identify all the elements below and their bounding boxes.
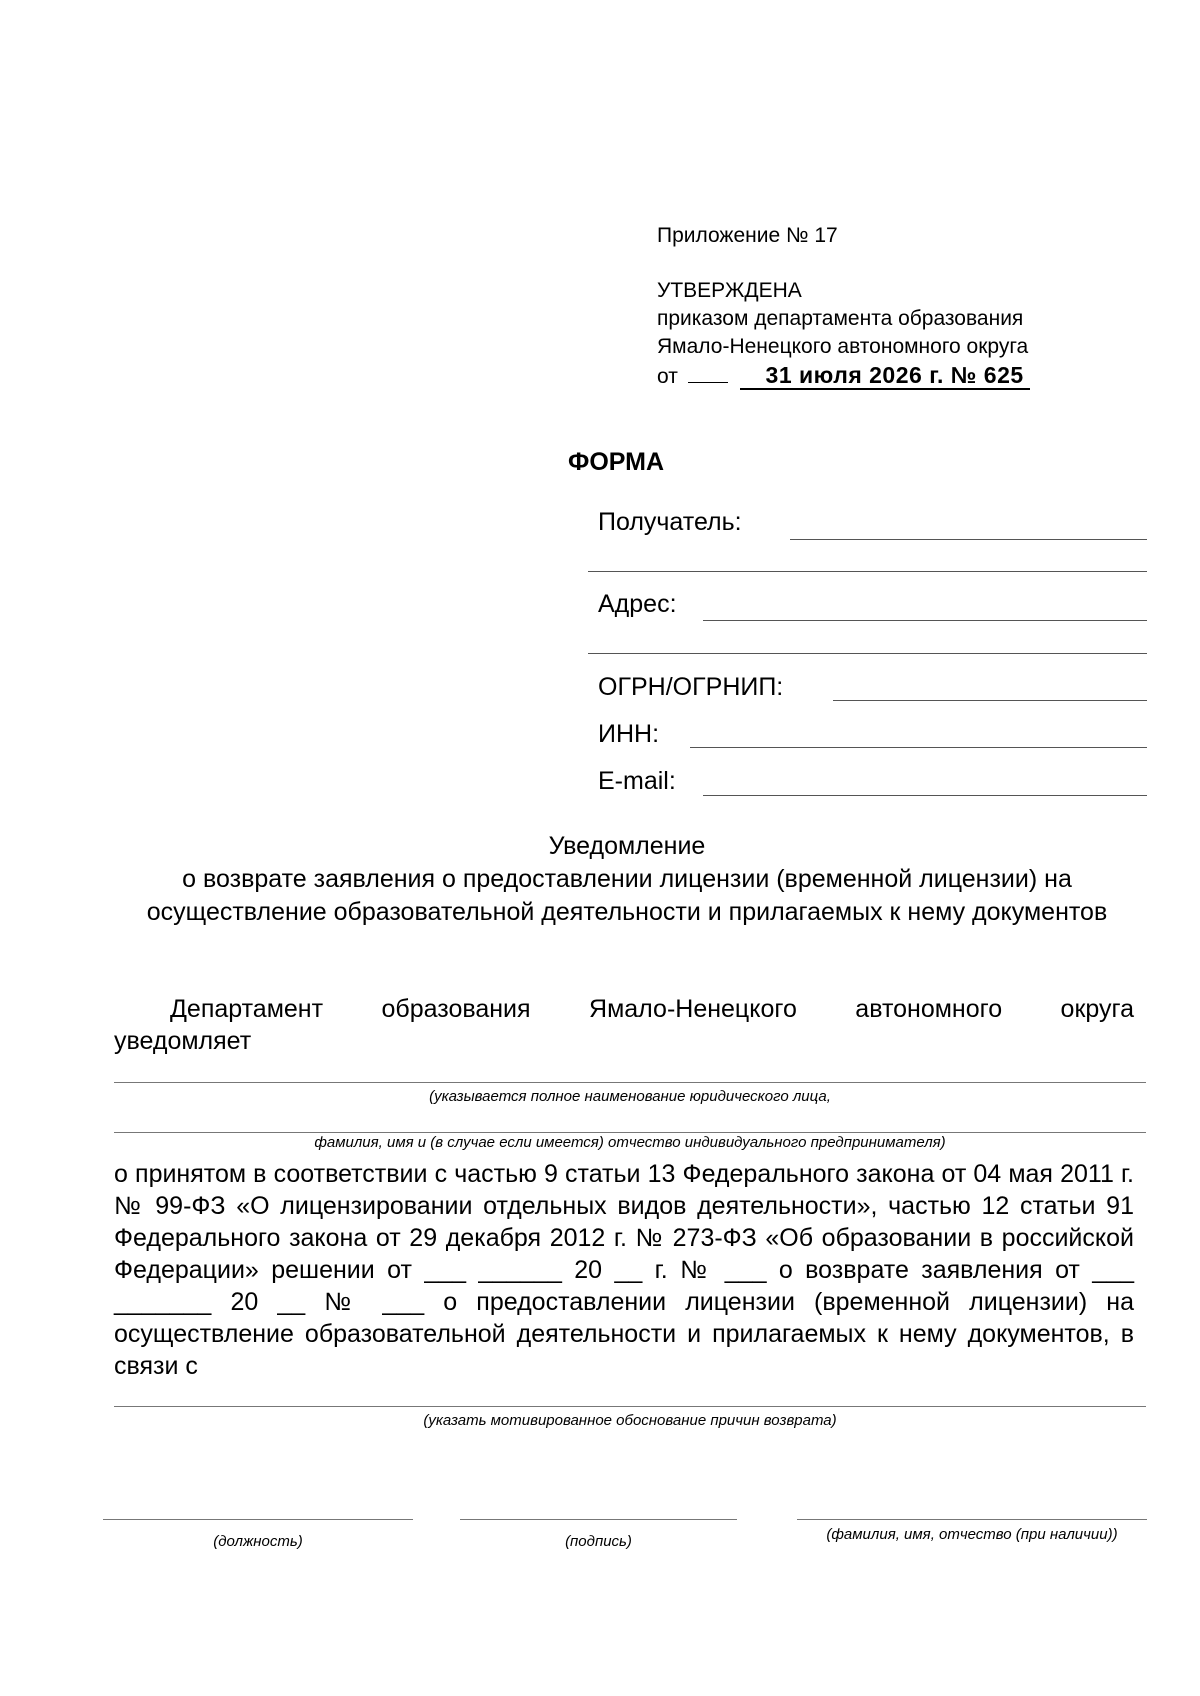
intro-text: Департамент образования Ямало-Ненецкого автономного округа уведомляет: [114, 995, 1134, 1055]
reason-hint: (указать мотивированное обоснование причин возврата): [423, 1412, 837, 1429]
ogrn-label: ОГРН/ОГРНИП:: [598, 673, 784, 701]
email-field[interactable]: [703, 795, 1147, 796]
entrepreneur-hint: фамилия, имя и (в случае если имеется) отчество индивидуального предпринимателя): [314, 1134, 946, 1151]
address-label: Адрес:: [598, 590, 677, 618]
address-field-line-2[interactable]: [588, 653, 1147, 654]
approved-label: УТВЕРЖДЕНА: [657, 279, 802, 302]
full-name-hint: (фамилия, имя, отчество (при наличии)): [826, 1526, 1118, 1543]
order-date-line: [657, 362, 1030, 390]
intro-paragraph: [114, 993, 1134, 1057]
address-field[interactable]: [703, 620, 1147, 621]
signature-hint: (подпись): [565, 1533, 632, 1550]
recipient-field[interactable]: [790, 539, 1147, 540]
inn-field[interactable]: [690, 747, 1147, 748]
form-title: ФОРМА: [568, 448, 665, 476]
position-hint: (должность): [213, 1533, 303, 1550]
reason-line[interactable]: [114, 1406, 1146, 1407]
order-line-2: Ямало-Ненецкого автономного округа: [657, 335, 1029, 358]
appendix-number: Приложение № 17: [657, 224, 838, 247]
entrepreneur-name-line[interactable]: [114, 1132, 1146, 1133]
recipient-label: Получатель:: [598, 508, 742, 536]
org-name-hint: (указывается полное наименование юридического лица,: [429, 1088, 831, 1105]
signature-line[interactable]: [460, 1519, 737, 1520]
order-line-1: приказом департамента образования: [657, 307, 1024, 330]
decision-paragraph: о принятом в соответствии с частью 9 статьи 13 Федерального закона от 04 мая 2011 г. № 99-ФЗ «О лицензировании отдельных видов деятельности», частью 12 статьи 91 Федерального закона от 29 декабря 2012 г. № 273-ФЗ «Об образовании в российской Федерации» решении от ___ ______ 20 __ г. № ___ о возврате заявления от ___ _______ 20 __ № ___ о предоставлении лицензии (временной лицензии) на осуществление образовательной деятельности и прилагаемых к нему документов, в связи с: [114, 1160, 1134, 1380]
order-date-stamp: 31 июля 2026 г. № 625: [740, 362, 1030, 390]
notice-title: Уведомление: [548, 832, 706, 860]
day-blank: [688, 362, 728, 383]
full-name-line[interactable]: [797, 1519, 1147, 1520]
ogrn-field[interactable]: [833, 700, 1147, 701]
position-line[interactable]: [103, 1519, 413, 1520]
notice-subtitle: о возврате заявления о предоставлении лицензии (временной лицензии) на осуществление образовательной деятельности и прилагаемых к нему документов: [146, 865, 1108, 926]
recipient-field-line-2[interactable]: [588, 571, 1147, 572]
inn-label: ИНН:: [598, 720, 660, 748]
org-name-line[interactable]: [114, 1082, 1146, 1083]
from-word: от: [657, 365, 678, 388]
email-label: E-mail:: [598, 767, 676, 795]
